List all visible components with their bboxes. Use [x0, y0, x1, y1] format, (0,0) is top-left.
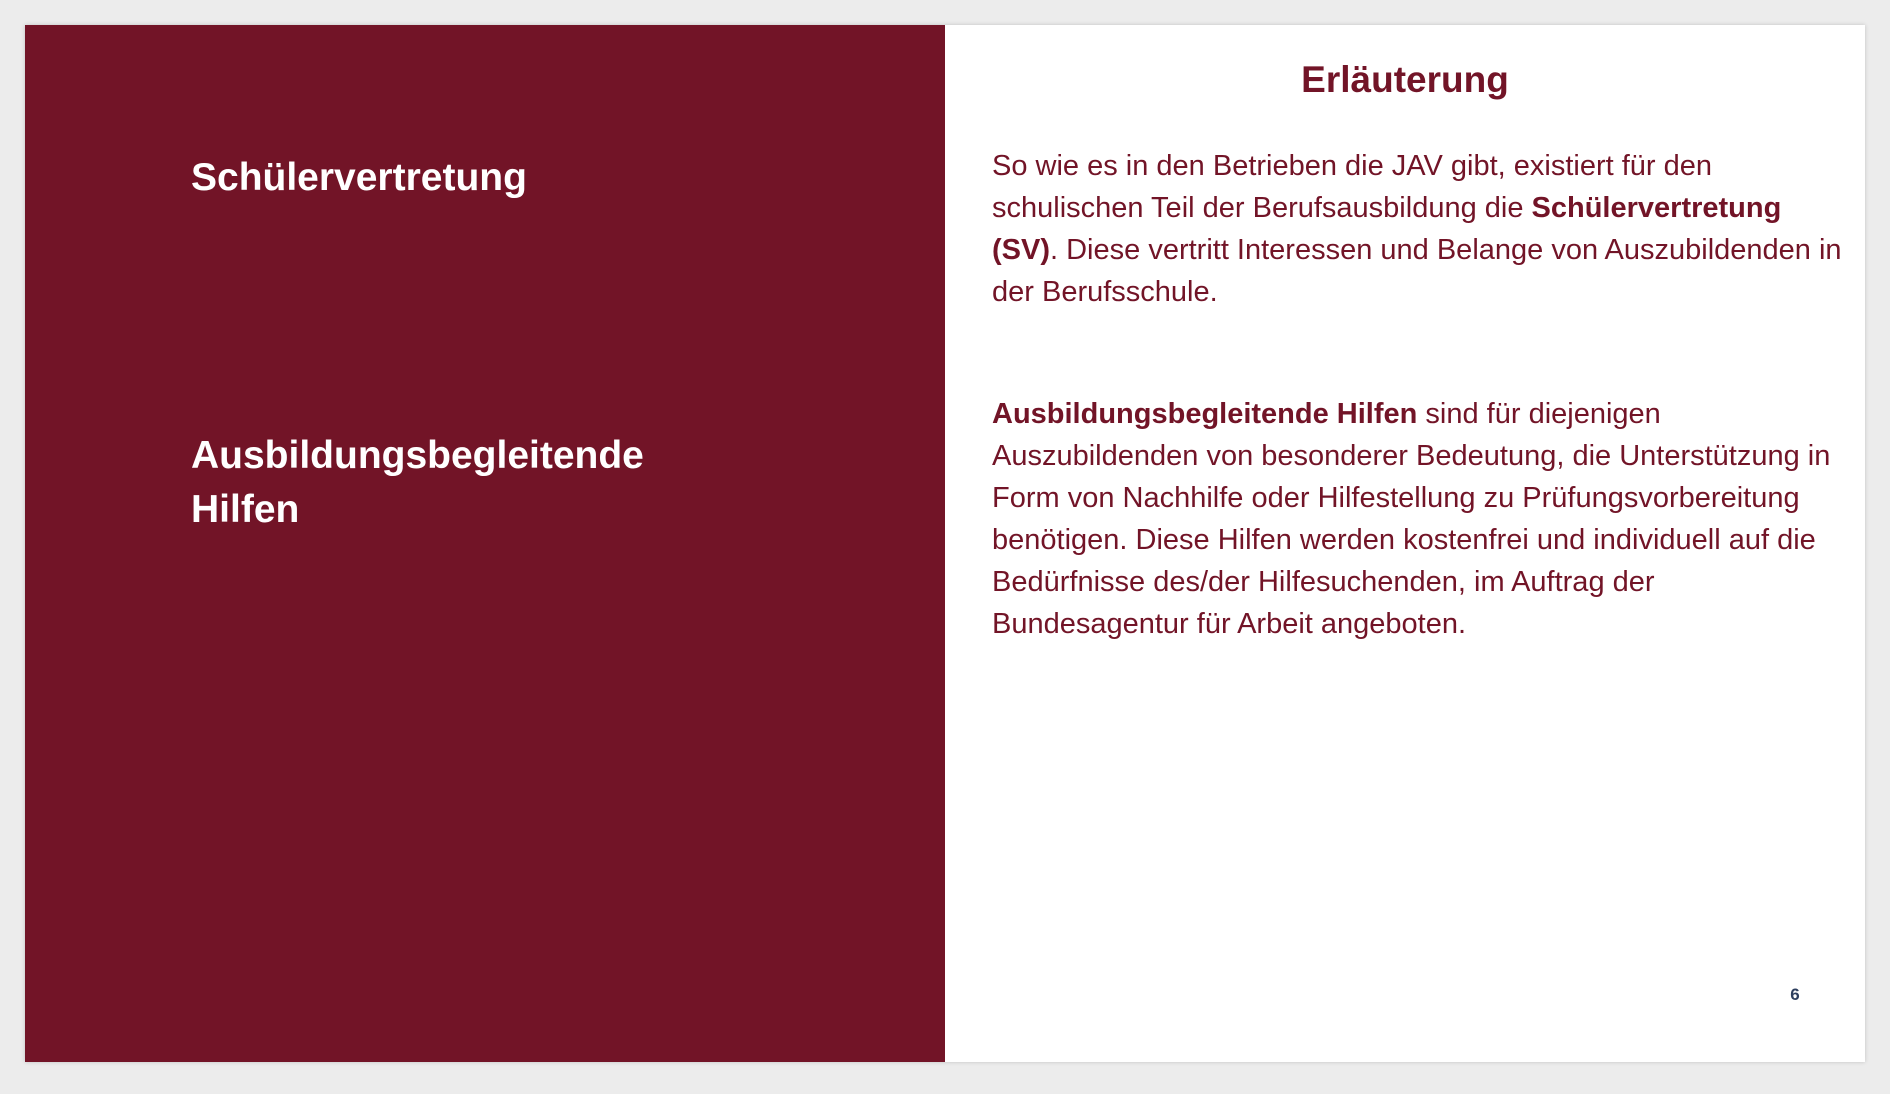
- heading-ausbildungsbegleitende-hilfen: Ausbildungsbegleitende Hilfen: [191, 434, 644, 531]
- slide-title: Erläuterung: [1301, 59, 1509, 100]
- heading-schuelervertretung: Schülervertretung: [191, 156, 527, 199]
- paragraph-1-text-before: So wie es in den Betrieben die JAV gibt, existiert für den schulischen Teil der Berufsausbildung die: [992, 150, 1713, 224]
- page-number: 6: [1790, 985, 1800, 1004]
- paragraph-2-bold: Ausbildungsbegleitende Hilfen: [992, 398, 1418, 430]
- paragraph-1-bold: Schülervertretung (SV): [992, 192, 1782, 266]
- left-panel: [25, 25, 945, 1062]
- paragraph-schuelervertretung: [992, 145, 1842, 313]
- paragraph-1-text-after: . Diese vertritt Interessen und Belange von Auszubildenden in der Berufsschule.: [992, 234, 1842, 308]
- paragraph-ausbildungsbegleitende-hilfen: [992, 393, 1842, 645]
- slide: [25, 25, 1865, 1062]
- paragraph-2-text-after: sind für diejenigen Auszubildenden von besonderer Bedeutung, die Unterstützung in Form von Nachhilfe oder Hilfestellung zu Prüfungsvorbereitung benötigen. Diese Hilfen werden kostenfrei und individuell auf die Bedürfnisse des/der Hilfesuchenden, im Auftrag der Bundesagentur für Arbeit angeboten.: [992, 398, 1831, 640]
